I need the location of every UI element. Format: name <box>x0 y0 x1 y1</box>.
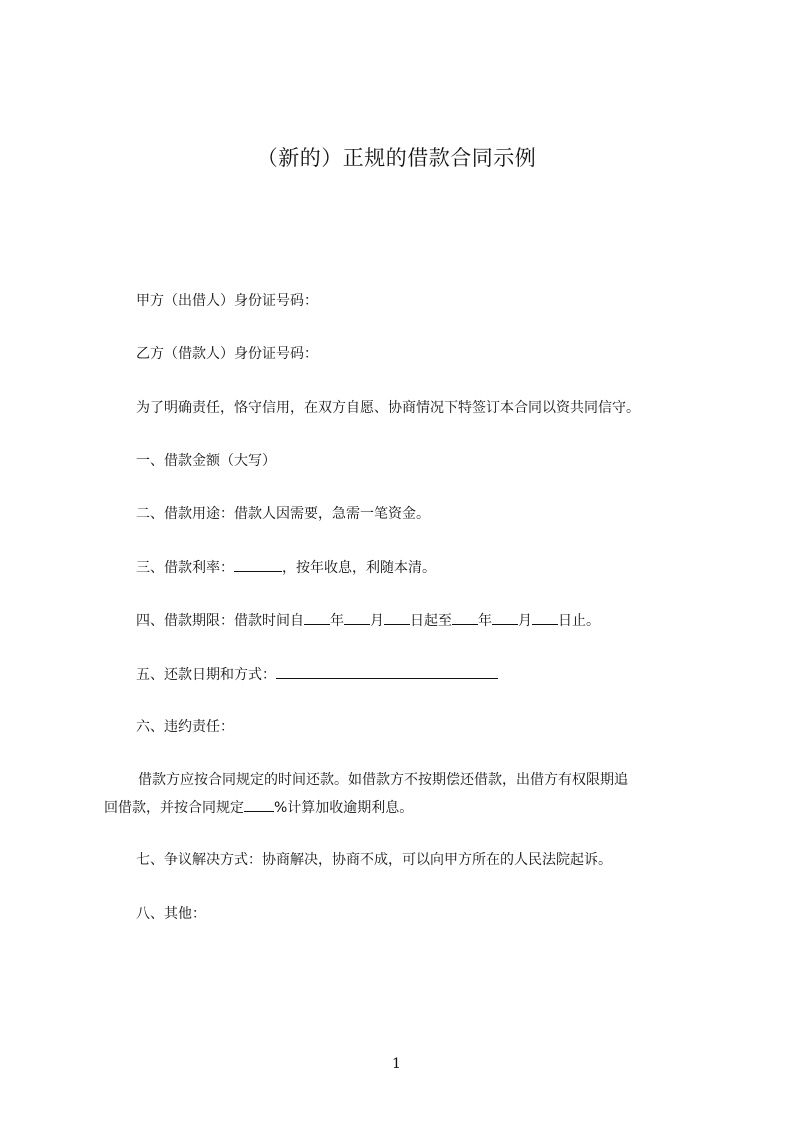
party-a-id-line: 甲方（出借人）身份证号码： <box>136 293 318 309</box>
party-b-id-line: 乙方（借款人）身份证号码： <box>136 346 318 362</box>
page-number: 1 <box>392 1056 401 1072</box>
clause-loan-amount: 一、借款金额（大写） <box>136 453 276 469</box>
interest-rate-blank <box>234 557 282 572</box>
end-month-label: 月 <box>518 613 532 629</box>
liability-paragraph <box>104 766 704 822</box>
end-day-blank <box>532 610 558 625</box>
liability-line-2-suffix: %计算加收逾期利息。 <box>274 800 414 816</box>
interest-rate-label: 三、借款利率： <box>136 560 234 576</box>
overdue-rate-blank <box>244 797 274 812</box>
liability-line-2-prefix: 回借款，并按合同规定 <box>104 800 244 816</box>
clause-loan-term <box>136 610 600 631</box>
start-year-label: 年 <box>330 613 344 629</box>
clause-loan-purpose: 二、借款用途：借款人因需要，急需一笔资金。 <box>136 506 430 522</box>
clause-other: 八、其他： <box>136 906 206 922</box>
end-day-label: 日止。 <box>558 613 600 629</box>
preamble-text: 为了明确责任，恪守信用，在双方自愿、协商情况下特签订本合同以资共同信守。 <box>136 400 640 416</box>
start-month-blank <box>344 610 370 625</box>
start-day-blank <box>384 610 410 625</box>
interest-rate-terms: ，按年收息，利随本清。 <box>282 560 436 576</box>
loan-term-label: 四、借款期限：借款时间自 <box>136 613 304 629</box>
start-year-blank <box>304 610 330 625</box>
document-title: （新的）正规的借款合同示例 <box>256 146 537 170</box>
repayment-blank <box>276 664 498 679</box>
clause-repayment <box>136 664 498 685</box>
end-year-label: 年 <box>478 613 492 629</box>
liability-line-1: 借款方应按合同规定的时间还款。如借款方不按期偿还借款，出借方有权限期追 <box>138 772 628 788</box>
start-month-label: 月 <box>370 613 384 629</box>
liability-line-2 <box>104 794 704 822</box>
clause-liability: 六、违约责任： <box>136 719 234 735</box>
start-day-label: 日起至 <box>410 613 452 629</box>
clause-interest-rate <box>136 557 436 578</box>
end-year-blank <box>452 610 478 625</box>
end-month-blank <box>492 610 518 625</box>
repayment-label: 五、还款日期和方式： <box>136 667 276 683</box>
clause-dispute: 七、争议解决方式：协商解决，协商不成，可以向甲方所在的人民法院起诉。 <box>136 852 612 868</box>
